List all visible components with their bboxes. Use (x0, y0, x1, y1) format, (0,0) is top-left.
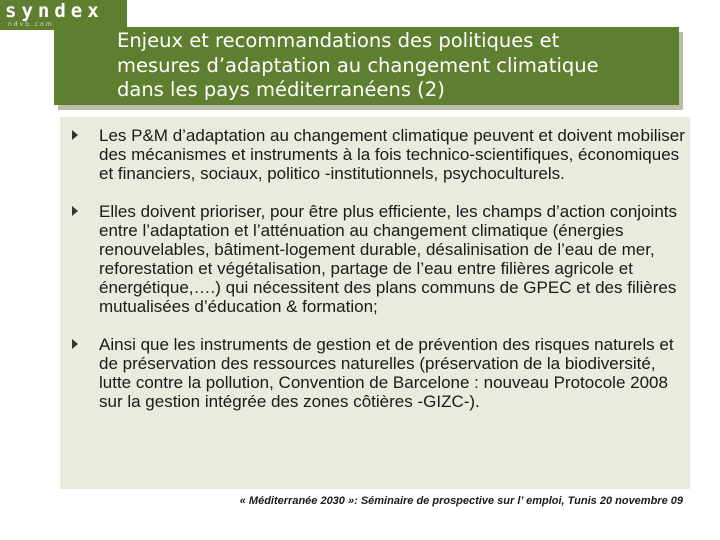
bullet-text: Elles doivent prioriser, pour être plus efficiente, les champs d’action conjoints entre l’adaptation et l’atténuation au changement climatique (énergies renouvelables, bâtiment-logement durable, désalinisation de l’eau de mer, reforestation et végétalisation, partage de l’eau entre filières agricole et énergétique,….) qui nécessitent des plans communs de GPEC et des filières mutualisées d’éducation & formation; (99, 202, 677, 316)
slide-title: Enjeux et recommandations des politiques et mesures d’adaptation au changement climatique dans les pays méditerranéens (2) (117, 29, 599, 101)
bullet-list (72, 126, 687, 411)
logo-wordmark: syndex (5, 0, 104, 22)
bullet-arrow-icon (72, 206, 78, 216)
bullet-text: Les P&M d’adaptation au changement climatique peuvent et doivent mobiliser des mécanismes et instruments à la fois technico-scientifiques, économiques et financiers, sociaux, politico -institutionnels, psychoculturels. (99, 126, 685, 183)
syndex-logo (0, 0, 127, 30)
bullet-text: Ainsi que les instruments de gestion et de prévention des risques naturels et de préservation des ressources naturelles (préservation de la biodiversité, lutte contre la pollution, Convention de Barcelone : nouveau Protocole 2008 sur la gestion intégrée des zones côtières -GIZC-). (99, 335, 674, 411)
bullet-arrow-icon (72, 130, 78, 140)
bullet-item (72, 126, 687, 183)
bullet-item (72, 202, 687, 316)
bullet-item (72, 335, 687, 411)
bullet-arrow-icon (72, 339, 78, 349)
logo-subtext: ndvb.com (8, 21, 54, 28)
slide-footer: « Méditerranée 2030 »: Séminaire de prospective sur l’ emploi, Tunis 20 novembre 09 (239, 495, 683, 507)
